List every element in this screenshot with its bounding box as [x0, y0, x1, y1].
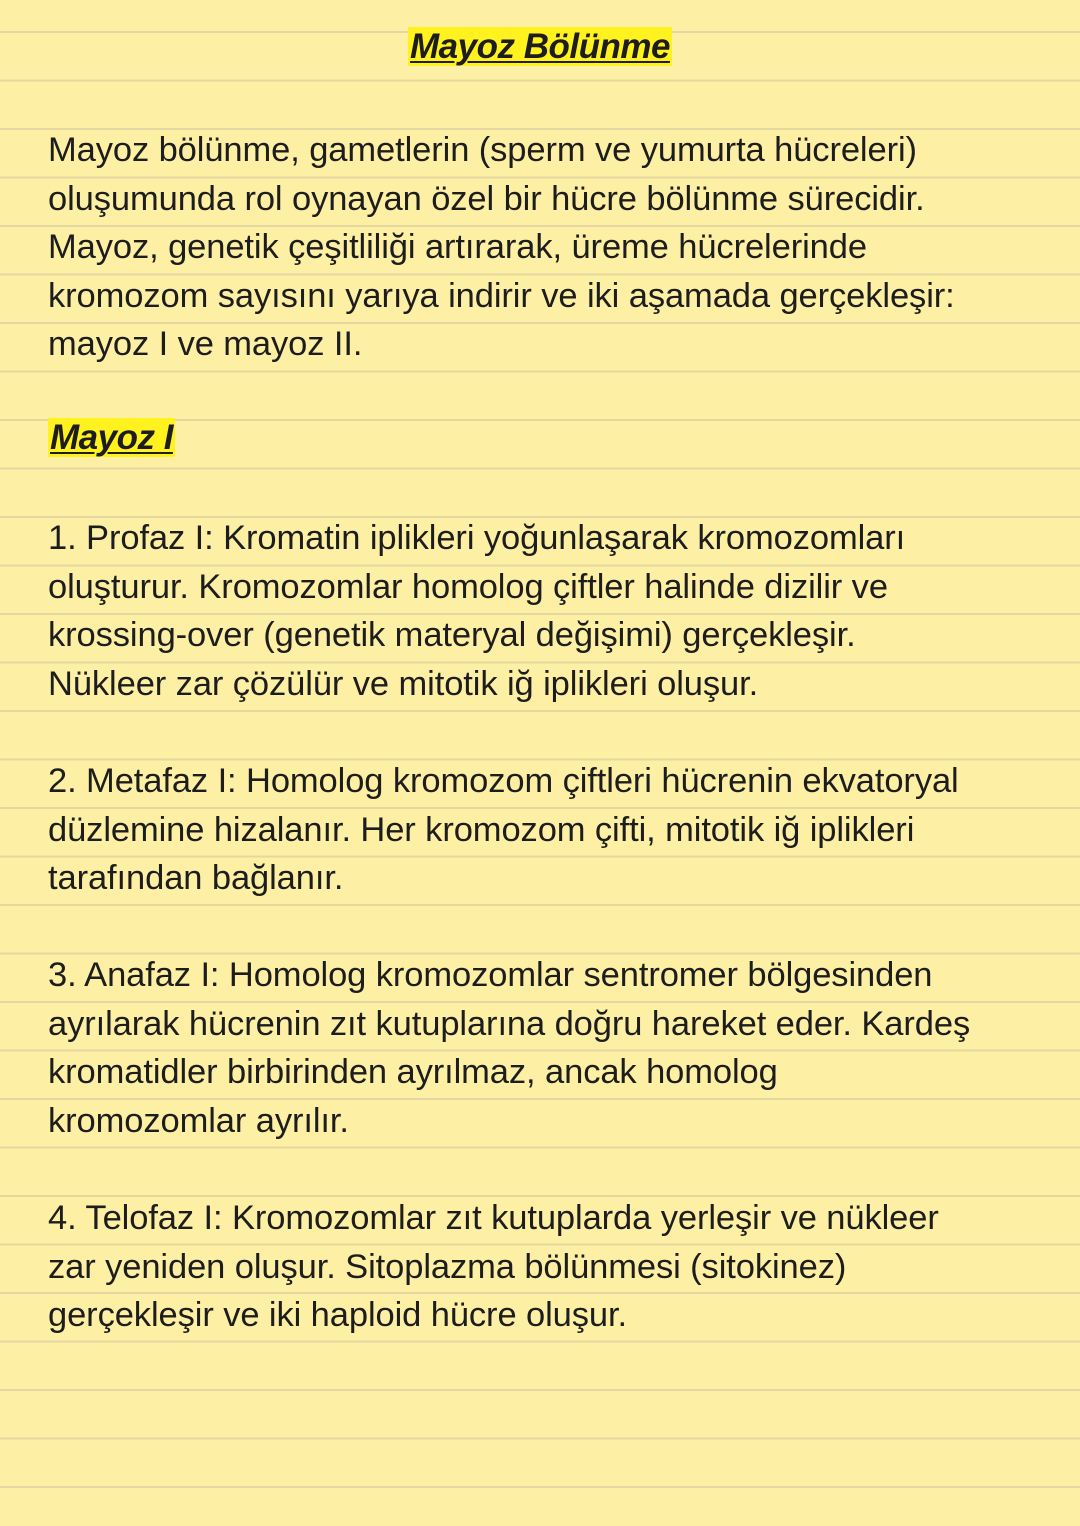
section-heading: Mayoz I [50, 418, 173, 457]
section-heading-row [48, 418, 175, 458]
intro-paragraph: Mayoz bölünme, gametlerin (sperm ve yumurta hücreleri) oluşumunda rol oynayan özel bir hücre bölünme sürecidir. Mayoz, genetik çeşitliliği artırarak, üreme hücrelerinde kromozom sayısını yarıya indirir ve iki aşamada gerçekleşir: mayoz I ve mayoz II. [48, 131, 955, 363]
phase-paragraph: 2. Metafaz I: Homolog kromozom çiftleri hücrenin ekvatoryal düzlemine hizalanır. Her kromozom çifti, mitotik iğ iplikleri tarafından bağlanır. [48, 762, 959, 897]
phase-paragraph: 3. Anafaz I: Homolog kromozomlar sentromer bölgesinden ayrılarak hücrenin zıt kutuplarına doğru hareket eder. Kardeş kromatidler birbirinden ayrılmaz, ancak homolog kromozomlar ayrılır. [48, 956, 971, 1140]
page-title: Mayoz Bölünme [410, 27, 670, 66]
phase-paragraph: 1. Profaz I: Kromatin iplikleri yoğunlaşarak kromozomları oluşturur. Kromozomlar homolog çiftler halinde dizilir ve krossing-over (genetik materyal değişimi) gerçekleşir. Nükleer zar çözülür ve mitotik iğ iplikleri oluşur. [48, 519, 906, 703]
phase-paragraph: 4. Telofaz I: Kromozomlar zıt kutuplarda yerleşir ve nükleer zar yeniden oluşur. Sitoplazma bölünmesi (sitokinez) gerçekleşir ve iki haploid hücre oluşur. [48, 1199, 939, 1334]
title-row [0, 27, 1080, 67]
